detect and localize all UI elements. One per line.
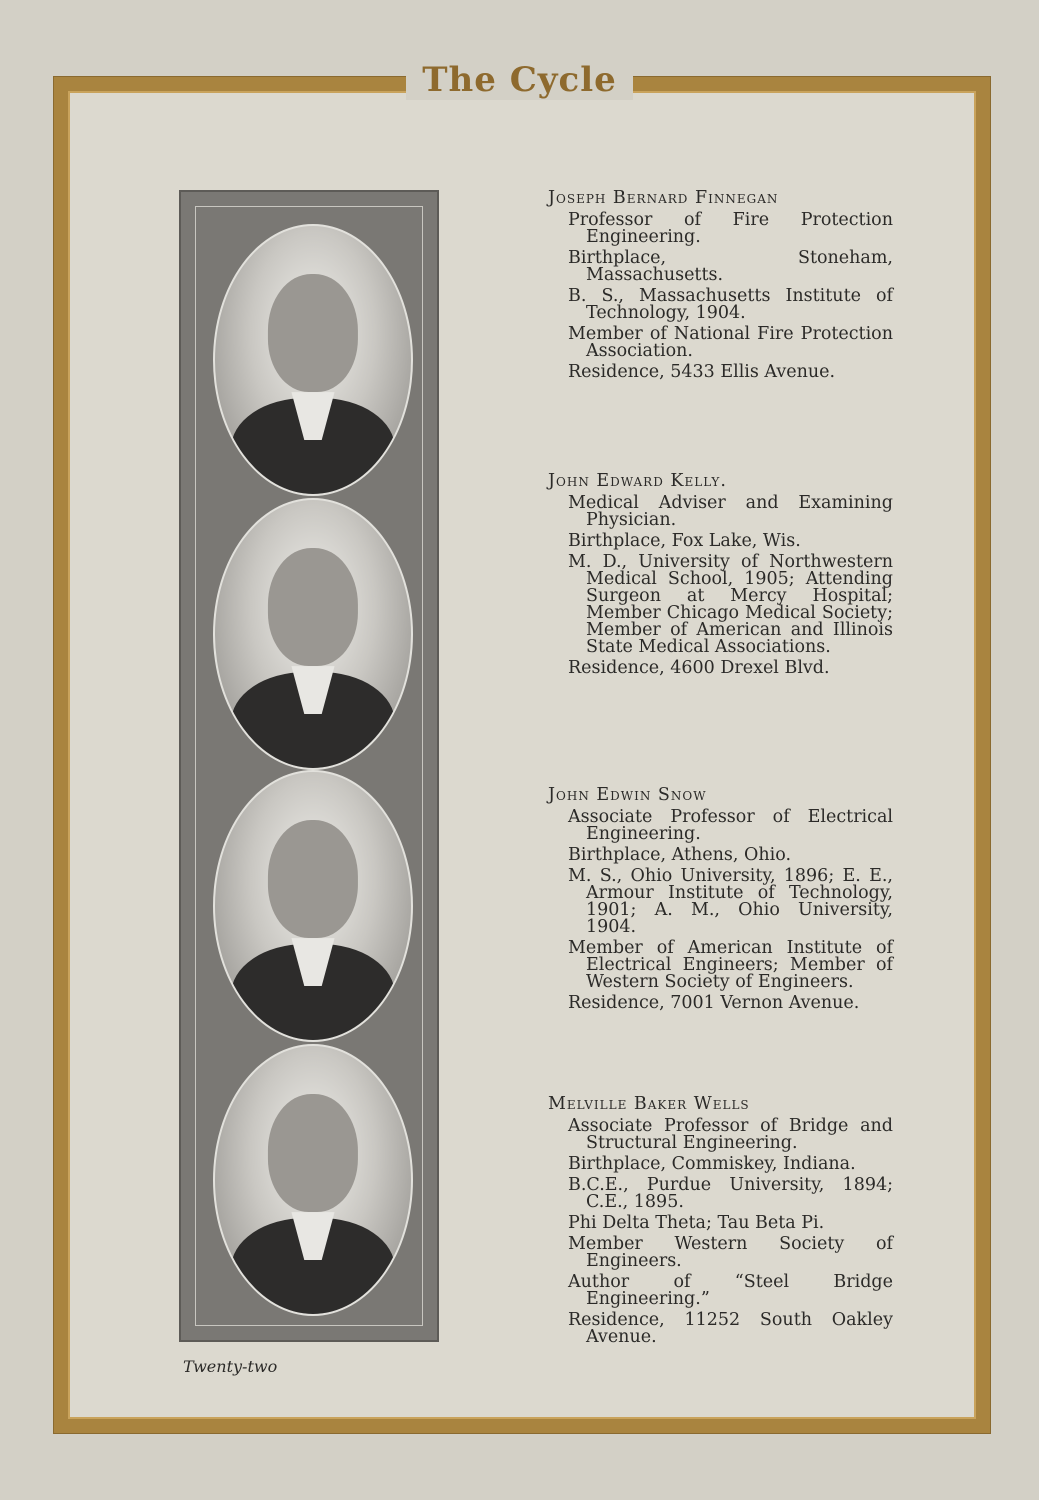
entry-line: Author of “Steel Bridge Engineering.” [568,1272,893,1309]
portrait-kelly [213,498,413,770]
entry-kelly [548,473,893,681]
entry-name: John Edwin Snow [548,785,707,805]
entry-wells [548,1096,893,1350]
entry-line: Birthplace, Commiskey, Indiana. [568,1154,856,1174]
portrait-wells [213,1044,413,1316]
entry-line: Professor of Fire Protection Engineering. [568,210,893,247]
entry-line: Birthplace, Athens, Ohio. [568,845,792,865]
entry-line: M. D., University of Northwestern Medical School, 1905; Attending Surgeon at Mercy Hospital; Member Chicago Medical Society; Member of American and Illinois State Medical Associations. [568,552,893,657]
entry-line: Phi Delta Theta; Tau Beta Pi. [568,1213,825,1233]
entry-name: John Edward Kelly. [548,471,727,491]
portrait-finnegan [213,224,413,496]
entry-snow [548,787,893,1016]
entry-line: B.C.E., Purdue University, 1894; C.E., 1895. [568,1175,893,1212]
entry-line: Birthplace, Stoneham, Massachusetts. [568,248,893,285]
portrait-snow [213,770,413,1042]
entry-line: Associate Professor of Electrical Engineering. [568,807,893,844]
entry-line: B. S., Massachusetts Institute of Technology, 1904. [568,286,893,323]
entry-finnegan [548,190,893,385]
entry-name: Joseph Bernard Finnegan [548,188,779,208]
entry-line: Residence, 4600 Drexel Blvd. [568,658,830,678]
entry-line: Birthplace, Fox Lake, Wis. [568,531,801,551]
header-title: The Cycle [406,60,633,100]
entry-line: Residence, 5433 Ellis Avenue. [568,362,836,382]
entry-line: Member of National Fire Protection Association. [568,324,893,361]
entry-line: Residence, 7001 Vernon Avenue. [568,993,860,1013]
entry-line: M. S., Ohio University, 1896; E. E., Armour Institute of Technology, 1901; A. M., Ohio University, 1904. [568,866,893,937]
page-number: Twenty-two [183,1357,278,1376]
page-header [0,60,1039,100]
entry-line: Member Western Society of Engineers. [568,1234,893,1271]
entry-line: Medical Adviser and Examining Physician. [568,493,893,530]
entry-line: Associate Professor of Bridge and Structural Engineering. [568,1116,893,1153]
photo-strip [179,190,439,1342]
entry-line: Member of American Institute of Electrical Engineers; Member of Western Society of Engineers. [568,938,893,992]
entry-line: Residence, 11252 South Oakley Avenue. [568,1310,893,1347]
entry-name: Melville Baker Wells [548,1094,750,1114]
